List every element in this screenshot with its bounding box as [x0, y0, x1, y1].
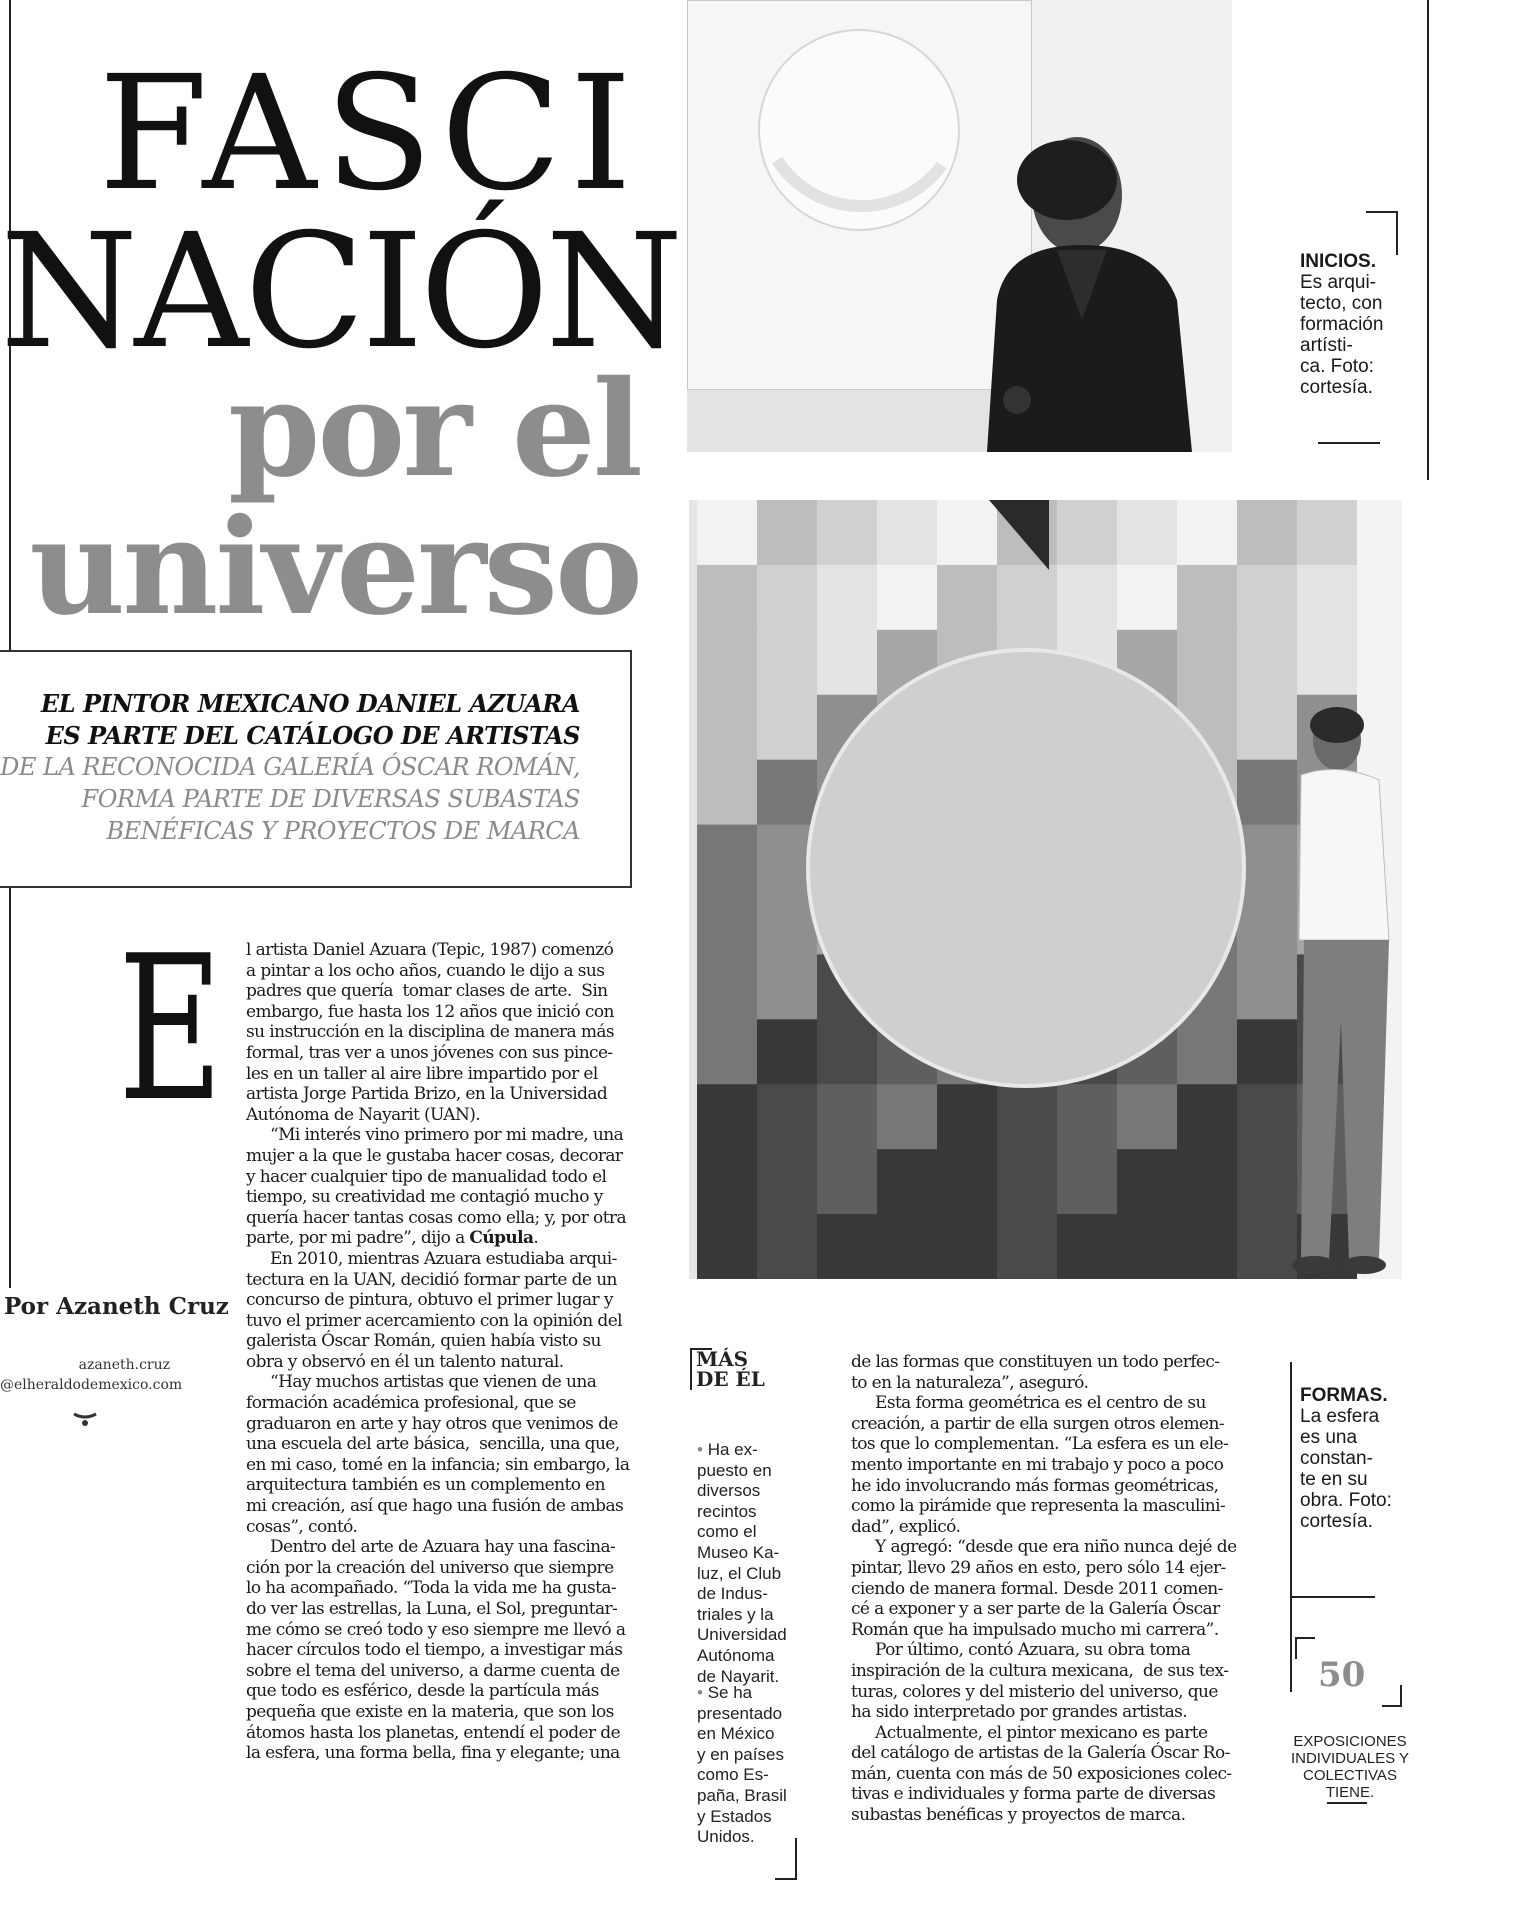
article-line: “Mi interés vino primero por mi madre, una: [246, 1125, 624, 1146]
painting-tile: [757, 1214, 818, 1279]
article-line: cosas”, contó.: [246, 1516, 358, 1537]
painting-tile: [757, 1149, 818, 1214]
article-line: pintar, llevo 29 años en esto, pero sólo 14 ejer-: [851, 1557, 1226, 1578]
painting-tile: [817, 1019, 878, 1084]
painting-tile: [1057, 1149, 1118, 1214]
painting-tile: [1177, 630, 1238, 695]
article-line: y hacer cualquier tipo de manualidad todo el: [246, 1166, 607, 1187]
drop-cap: E: [118, 913, 224, 1146]
painting-tile: [697, 695, 758, 760]
painting-tile: [817, 1149, 878, 1214]
painting-tile: [1117, 1214, 1178, 1279]
painting-tile: [937, 565, 998, 630]
painting-tile: [1237, 1149, 1298, 1214]
sidebar-title: [696, 1349, 765, 1389]
article-line: mán, cuenta con más de 50 exposiciones colec-: [851, 1763, 1232, 1784]
painting-tile: [1117, 1149, 1178, 1214]
sidebar-line: Unidos.: [697, 1827, 755, 1847]
painting-tile: [877, 565, 938, 630]
article-line: concurso de pintura, obtuvo el primer lugar y: [246, 1290, 613, 1311]
caption-line: constan-: [1300, 1448, 1373, 1469]
article-line: Esta forma geométrica es el centro de su: [851, 1393, 1206, 1414]
painting-tile: [757, 1084, 818, 1149]
article-column-1: [246, 940, 629, 1764]
painting-tile: [817, 1214, 878, 1279]
painting-tile: [1237, 630, 1298, 695]
article-line: “Hay muchos artistas que vienen de una: [246, 1372, 597, 1393]
painting-tile: [1237, 695, 1298, 760]
article-line: arquitectura también es un complemento en: [246, 1475, 605, 1496]
sidebar-line: Autónoma: [697, 1645, 775, 1665]
caption-line: cortesía.: [1300, 377, 1373, 398]
painting-tile: [697, 1084, 758, 1149]
caption-line: tecto, con: [1300, 293, 1383, 314]
article-line: una escuela del arte básica, sencilla, una que,: [246, 1434, 620, 1455]
bullet-icon: •: [697, 1440, 708, 1459]
painting-tile: [877, 1149, 938, 1214]
stat-underline: [1327, 1802, 1367, 1804]
painting-tile: [997, 1149, 1058, 1214]
caption-line: ca. Foto:: [1300, 356, 1374, 377]
caption-bracket-bottom: [1318, 422, 1380, 444]
stat-number: 50: [1318, 1655, 1366, 1695]
caption-line: Es arqui-: [1300, 272, 1377, 293]
deck-line: ES PARTE DEL CATÁLOGO DE ARTISTAS: [45, 721, 580, 750]
painting-tile: [997, 565, 1058, 630]
headline-line-1: FASCI: [98, 42, 640, 226]
painting-tile: [757, 565, 818, 630]
sidebar-line: de Indus-: [697, 1584, 768, 1604]
article-line: Dentro del arte de Azuara hay una fascina-: [246, 1537, 616, 1558]
article-line: tectura en la UAN, decidió formar parte de un: [246, 1269, 617, 1290]
article-line: les en un taller al aire libre impartido por el: [246, 1063, 598, 1084]
painting-tile: [1237, 500, 1298, 565]
painting-tile: [1117, 1084, 1178, 1149]
painting-tile: [1237, 825, 1298, 890]
caption-line: La esfera: [1300, 1406, 1380, 1427]
headline-line-3: por el: [228, 352, 640, 507]
deck-line: BENÉFICAS Y PROYECTOS DE MARCA: [106, 817, 580, 845]
painting-tile: [1057, 500, 1118, 565]
sidebar-title-line: DE ÉL: [696, 1367, 765, 1391]
painting-tile: [697, 630, 758, 695]
deck-line: DE LA RECONOCIDA GALERÍA ÓSCAR ROMÁN,: [0, 753, 580, 781]
painting-tile: [937, 1084, 998, 1149]
sidebar-line: paña, Brasil: [697, 1785, 787, 1805]
sidebar-line: recintos: [697, 1501, 757, 1521]
caption-line: es una: [1300, 1427, 1358, 1448]
article-line: formal, tras ver a unos jóvenes con sus pince-: [246, 1042, 613, 1063]
caption-head: INICIOS.: [1300, 251, 1377, 272]
article-line: obra y observó en él un talento natural.: [246, 1351, 564, 1372]
painting-tile: [817, 500, 878, 565]
ornament-icon: [72, 1410, 98, 1428]
painting-tile: [877, 500, 938, 565]
painting-tile: [997, 1084, 1058, 1149]
artist-portrait-illustration: [687, 0, 1232, 452]
painting-tile: [697, 565, 758, 630]
sidebar-line: • Ha ex-: [697, 1440, 758, 1459]
article-line: En 2010, mientras Azuara estudiaba arqui-: [246, 1248, 617, 1269]
article-line: dad”, explicó.: [851, 1516, 961, 1537]
painting-tile: [697, 1214, 758, 1279]
article-line: padres que quería tomar clases de arte. Sin: [246, 981, 608, 1002]
painting-tile: [1237, 890, 1298, 955]
painting-tile: [1117, 500, 1178, 565]
caption-line: cortesía.: [1300, 1511, 1373, 1532]
article-line: mujer a la que le gustaba hacer cosas, decorar: [246, 1145, 623, 1166]
article-line: Actualmente, el pintor mexicano es parte: [851, 1722, 1208, 1743]
caption-head: FORMAS.: [1300, 1385, 1388, 1406]
caption-line: te en su: [1300, 1469, 1368, 1490]
painting-tile: [697, 1019, 758, 1084]
article-line: tivas e individuales y forma parte de diversas: [851, 1784, 1216, 1805]
left-margin-rule-lower: [9, 888, 11, 1288]
article-line: tuvo el primer acercamiento con la opinión del: [246, 1310, 623, 1331]
caption-line: formación: [1300, 314, 1384, 335]
article-line: quería hacer tantas cosas como ella; y, por otra: [246, 1207, 626, 1228]
article-line: átomos hasta los planetas, entendí el poder de: [246, 1722, 621, 1743]
article-line: que todo es esférico, desde la partícula más: [246, 1681, 599, 1702]
painting-tile: [697, 1149, 758, 1214]
sidebar-line: • Se ha: [697, 1683, 753, 1702]
sidebar-line: puesto en: [697, 1460, 772, 1480]
painting-tile: [697, 890, 758, 955]
article-line: como la pirámide que representa la masculini-: [851, 1496, 1226, 1517]
article-column-2: [851, 1352, 1237, 1826]
article-line: me cómo se creó todo y eso siempre me llevó a: [246, 1619, 626, 1640]
painting-tile: [757, 954, 818, 1019]
painting-sphere: [808, 650, 1244, 1086]
painting-tile: [1117, 565, 1178, 630]
byline-email-line-1: azaneth.cruz: [78, 1357, 170, 1373]
article-line: Autónoma de Nayarit (UAN).: [246, 1104, 481, 1125]
article-line: lo ha acompañado. “Toda la vida me ha gusta-: [246, 1578, 617, 1599]
sidebar-line: diversos: [697, 1481, 761, 1501]
sidebar-line: en México: [697, 1724, 775, 1744]
painting-tile: [1297, 565, 1358, 630]
painting-tile: [757, 630, 818, 695]
article-line: su instrucción en la disciplina de manera más: [246, 1022, 615, 1043]
artist-portrait-photo: [687, 0, 1232, 452]
sidebar-item-exhibitions: [697, 1440, 787, 1687]
painting-tile: [1237, 1214, 1298, 1279]
article-line: a pintar a los ocho años, cuando le dijo a sus: [246, 960, 605, 981]
stat-label: EXPOSICIONES INDIVIDUALES Y COLECTIVAS TIENE.: [1290, 1733, 1410, 1801]
article-line: del catálogo de artistas de la Galería Óscar Ro-: [851, 1743, 1230, 1764]
article-line: hacer círculos todo el tiempo, a investigar más: [246, 1640, 623, 1661]
article-line: en mi caso, tomé en la infancia; sin embargo, la: [246, 1454, 630, 1475]
sidebar-item-international: [697, 1683, 787, 1848]
deck-box: [0, 650, 632, 888]
painting-tile: [1177, 500, 1238, 565]
painting-tile: [1177, 1084, 1238, 1149]
painting-tile: [697, 954, 758, 1019]
painting-tile: [1237, 760, 1298, 825]
headline-line-2: NACIÓN: [0, 200, 680, 384]
article-line: artista Jorge Partida Brizo, en la Universidad: [246, 1084, 608, 1105]
article-line: galerista Óscar Román, quien había visto su: [246, 1331, 601, 1352]
article-line: ciendo de manera formal. Desde 2011 comen-: [851, 1578, 1223, 1599]
right-margin-rule: [1427, 0, 1429, 480]
article-line: inspiración de la cultura mexicana, de sus tex-: [851, 1660, 1229, 1681]
article-line: pequeña que existe en la materia, que son los: [246, 1701, 614, 1722]
painting-tile: [817, 565, 878, 630]
byline-email-line-2: @elheraldodemexico.com: [0, 1377, 183, 1393]
sidebar-line: Museo Ka-: [697, 1542, 780, 1562]
painting-photo: [689, 500, 1402, 1279]
painting-tile: [937, 1214, 998, 1279]
caption-line: obra. Foto:: [1300, 1490, 1392, 1511]
painting-tile: [877, 1214, 938, 1279]
article-line: parte, por mi padre”, dijo a Cúpula.: [246, 1228, 539, 1249]
stat-bracket-top: [1295, 1637, 1315, 1659]
painting-tile: [1177, 565, 1238, 630]
article-line: la esfera, una forma bella, fina y elegante; una: [246, 1743, 620, 1764]
painting-tile: [1177, 1214, 1238, 1279]
sidebar-line: Universidad: [697, 1625, 787, 1645]
caption-bracket-top: [1366, 211, 1398, 255]
sidebar-line: y en países: [697, 1744, 784, 1764]
deck-line: FORMA PARTE DE DIVERSAS SUBASTAS: [81, 785, 580, 813]
article-line: de las formas que constituyen un todo perfec-: [851, 1352, 1220, 1372]
article-line: cé a exponer y a ser parte de la Galería Óscar: [851, 1599, 1220, 1620]
caption-bracket-line: [1290, 1596, 1375, 1598]
deck-line: EL PINTOR MEXICANO DANIEL AZUARA: [40, 689, 580, 718]
article-line: Román que ha impulsado mucho mi carrera”.: [851, 1619, 1219, 1640]
painting-tile: [937, 1149, 998, 1214]
sidebar-line: luz, el Club: [697, 1563, 782, 1583]
sidebar-line: y Estados: [697, 1806, 772, 1826]
article-line: sobre el tema del universo, a darme cuenta de: [246, 1660, 620, 1681]
article-line: tos que lo complementan. “La esfera es un ele-: [851, 1434, 1229, 1455]
painting-tile: [1057, 1214, 1118, 1279]
painting-tile: [1057, 1084, 1118, 1149]
article-line: Por último, contó Azuara, su obra toma: [851, 1640, 1191, 1661]
article-line: he ido involucrando más formas geométricas,: [851, 1475, 1219, 1496]
painting-tile: [1237, 1019, 1298, 1084]
sidebar-line: triales y la: [697, 1604, 774, 1624]
article-line: embargo, fue hasta los 12 años que inició con: [246, 1001, 614, 1022]
painting-tile: [997, 1214, 1058, 1279]
painting-tile: [757, 695, 818, 760]
article-line: mi creación, así que hago una fusión de ambas: [246, 1496, 624, 1517]
bullet-icon: •: [697, 1683, 708, 1702]
painting-tile: [1297, 500, 1358, 565]
painting-tile: [1177, 1019, 1238, 1084]
headline-line-4: universo: [29, 490, 640, 645]
painting-tile: [757, 760, 818, 825]
article-line: do ver las estrellas, la Luna, el Sol, preguntar-: [246, 1599, 618, 1619]
article-line: Y agregó: “desde que era niño nunca dejé de: [851, 1537, 1237, 1558]
painting-tile: [757, 500, 818, 565]
painting-tile: [817, 1084, 878, 1149]
painting-tile: [1237, 1084, 1298, 1149]
article-line: graduaron en arte y hay otros que venimos de: [246, 1413, 618, 1434]
article-line: formación académica profesional, que se: [246, 1393, 576, 1414]
article-line: ción por la creación del universo que siempre: [246, 1557, 614, 1578]
painting-tile: [697, 825, 758, 890]
painting-illustration: [689, 500, 1402, 1279]
article-line: subastas benéficas y proyectos de marca.: [851, 1805, 1186, 1826]
sidebar-title-line: MÁS: [696, 1347, 749, 1371]
painting-tile: [877, 1084, 938, 1149]
article-line: to en la naturaleza”, aseguró.: [851, 1372, 1089, 1393]
sidebar-line: como Es-: [697, 1765, 769, 1785]
photo-caption-formas: [1300, 1385, 1392, 1532]
article-line: tiempo, su creatividad me contagió mucho y: [246, 1187, 603, 1208]
byline-author: Por Azaneth Cruz: [4, 1293, 229, 1320]
painting-tile: [1177, 1149, 1238, 1214]
article-line: ha sido interpretado por grandes artistas.: [851, 1702, 1188, 1723]
article-line: turas, colores y del misterio del universo, que: [851, 1681, 1218, 1702]
photo-caption-inicios: [1300, 251, 1383, 398]
painting-tile: [1237, 565, 1298, 630]
article-line: creación, a partir de ella surgen otros elemen-: [851, 1413, 1224, 1434]
painting-tile: [1057, 565, 1118, 630]
painting-tile: [697, 760, 758, 825]
caption-line: artísti-: [1300, 335, 1353, 356]
article-line: l artista Daniel Azuara (Tepic, 1987) comenzó: [246, 940, 614, 960]
painting-tile: [697, 500, 758, 565]
painting-tile: [817, 630, 878, 695]
painting-tile: [1297, 630, 1358, 695]
sidebar-line: como el: [697, 1522, 757, 1542]
sidebar-line: de Nayarit.: [697, 1666, 780, 1686]
painting-tile: [757, 1019, 818, 1084]
article-line: mento importante en mi trabajo y poco a poco: [851, 1454, 1224, 1475]
stat-bracket-bottom: [1382, 1685, 1402, 1707]
painting-tile: [1237, 954, 1298, 1019]
sidebar-bracket-right: [775, 1838, 797, 1880]
painting-tile: [937, 500, 998, 565]
sidebar-line: presentado: [697, 1703, 783, 1723]
